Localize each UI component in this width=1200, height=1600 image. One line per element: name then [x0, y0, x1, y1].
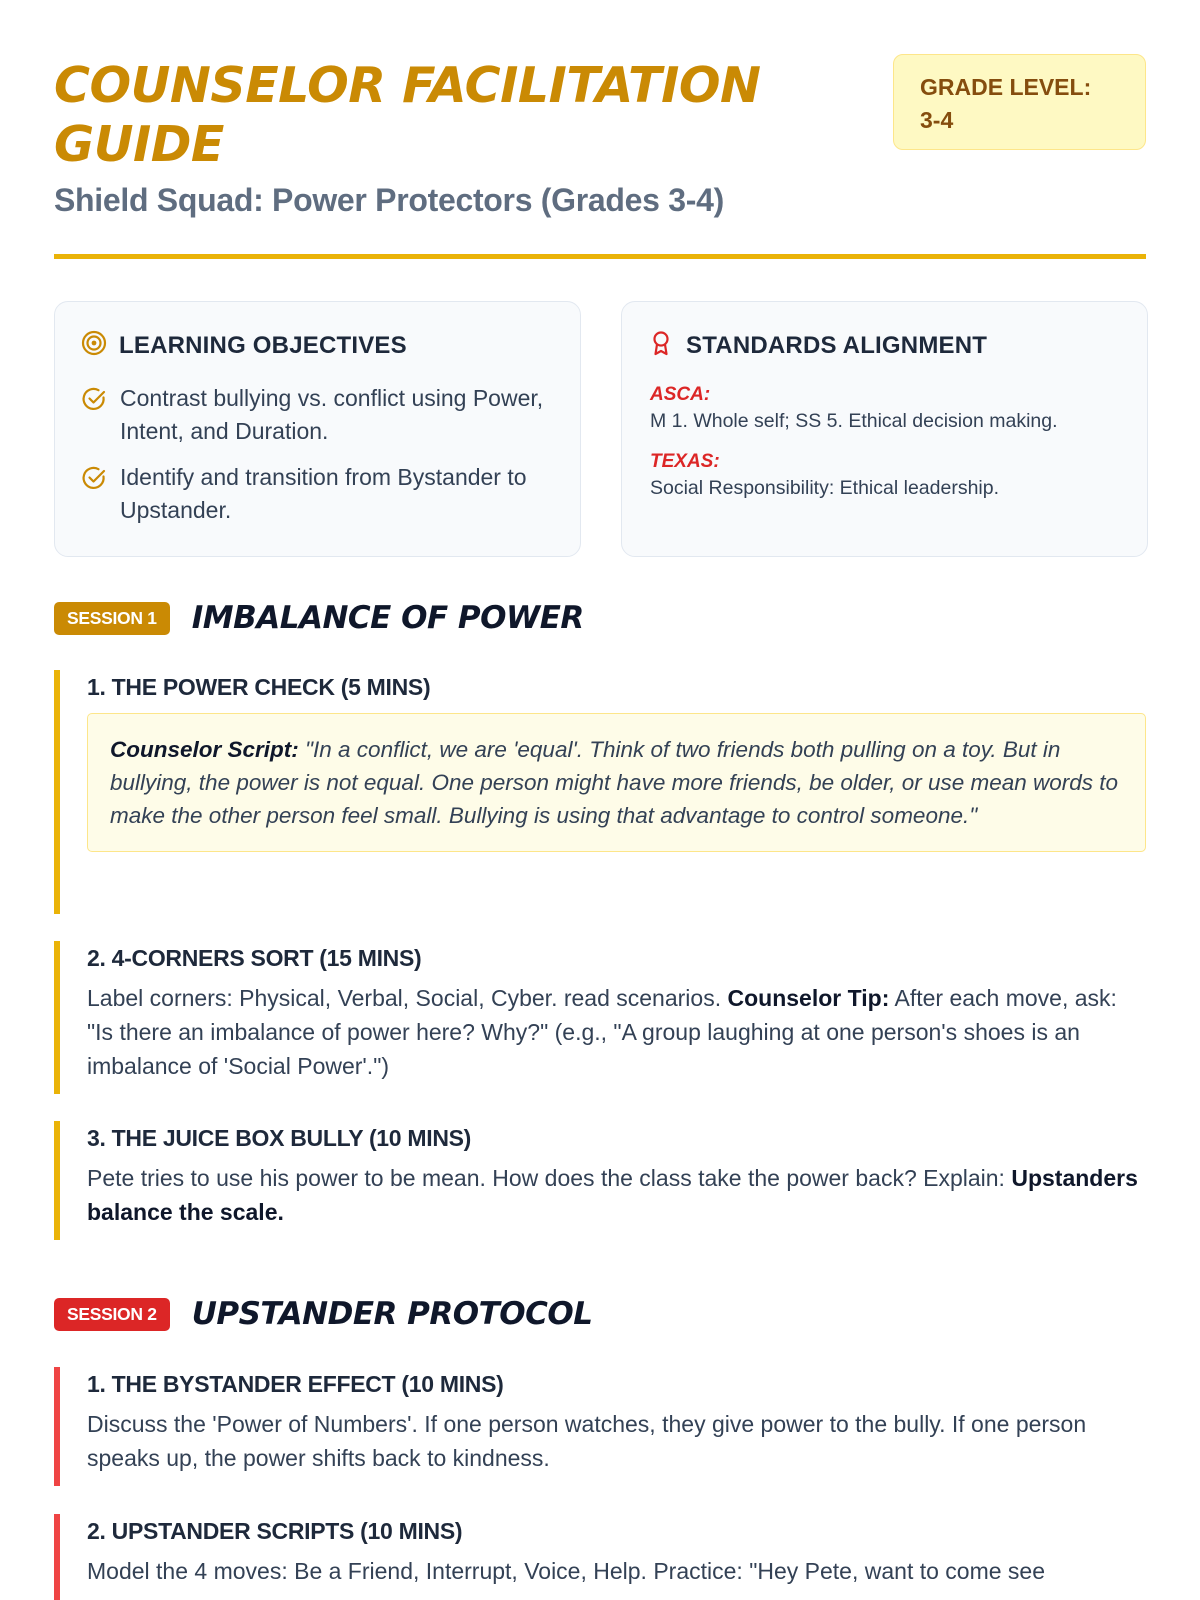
activity-text: Label corners: Physical, Verbal, Social, Cyber. read scenarios.	[87, 985, 728, 1011]
activity-accent-bar	[54, 1514, 60, 1600]
objectives-list	[81, 382, 556, 540]
activity-power-check	[54, 670, 1146, 914]
activity-4-corners-sort	[54, 941, 1146, 1094]
activity-title: 1. THE POWER CHECK (5 MINS)	[87, 674, 431, 700]
learning-objectives-header	[81, 330, 407, 361]
activity-title: 2. 4-CORNERS SORT (15 MINS)	[87, 945, 422, 971]
grade-level-label: GRADE LEVEL:	[920, 74, 1092, 100]
activity-accent-bar	[54, 670, 60, 914]
standard-texas	[650, 449, 1130, 501]
objective-text: Contrast bullying vs. conflict using Power, Intent, and Duration.	[120, 385, 544, 444]
objective-text: Identify and transition from Bystander to Upstander.	[120, 464, 527, 523]
activity-juice-box-bully	[54, 1121, 1146, 1240]
page-title: COUNSELOR FACILITATION GUIDE	[54, 57, 761, 173]
session-2-title: UPSTANDER PROTOCOL	[191, 1296, 593, 1332]
standards-alignment-header	[648, 330, 987, 361]
activity-accent-bar	[54, 941, 60, 1094]
list-item	[81, 461, 556, 527]
standard-label: TEXAS:	[650, 451, 720, 472]
activity-accent-bar	[54, 1367, 60, 1486]
session-1-title: IMBALANCE OF POWER	[191, 600, 584, 636]
standard-asca	[650, 382, 1130, 434]
activity-body: Model the 4 moves: Be a Friend, Interrupt, Voice, Help. Practice: "Hey Pete, want to come see	[87, 1558, 1046, 1584]
activity-body: Discuss the 'Power of Numbers'. If one person watches, they give power to the bully. If one person speaks up, the power shifts back to kindness.	[87, 1411, 1087, 1471]
session-2-header	[54, 1296, 592, 1332]
activity-title: 2. UPSTANDER SCRIPTS (10 MINS)	[87, 1518, 463, 1544]
standard-text: M 1. Whole self; SS 5. Ethical decision making.	[650, 410, 1058, 432]
session-2-badge: SESSION 2	[54, 1298, 170, 1331]
activity-title: 1. THE BYSTANDER EFFECT (10 MINS)	[87, 1371, 504, 1397]
script-label: Counselor Script:	[110, 737, 299, 762]
header-divider	[54, 254, 1146, 259]
script-text: "In a conflict, we are 'equal'. Think of two friends both pulling on a toy. But in bullying, the power is not equal. One person might have more friends, be older, or use mean words to make the other person feel small. Bullying is using that advantage to control someone."	[110, 737, 1119, 828]
learning-objectives-title: LEARNING OBJECTIVES	[119, 331, 407, 359]
session-1-badge: SESSION 1	[54, 602, 170, 635]
counselor-script-box	[87, 713, 1146, 852]
standards-alignment-card	[621, 301, 1148, 557]
standard-label: ASCA:	[650, 384, 711, 405]
check-circle-icon	[81, 465, 108, 527]
activity-accent-bar	[54, 1121, 60, 1240]
grade-level-badge	[893, 54, 1146, 150]
list-item	[81, 382, 556, 448]
check-circle-icon	[81, 386, 108, 448]
activity-body	[87, 981, 1146, 1083]
activity-emphasis: Upstanders balance the scale.	[87, 1165, 1138, 1225]
session-1-header	[54, 600, 584, 636]
standards-alignment-title: STANDARDS ALIGNMENT	[686, 331, 988, 359]
activity-body	[87, 1161, 1146, 1229]
activity-text: After each move, ask: "Is there an imbalance of power here? Why?" (e.g., "A group laughing at one person's shoes is an imbalance of 'Social Power'.")	[87, 985, 1117, 1079]
tip-label: Counselor Tip:	[727, 985, 890, 1011]
award-icon	[648, 330, 674, 361]
activity-title: 3. THE JUICE BOX BULLY (10 MINS)	[87, 1125, 472, 1151]
standard-text: Social Responsibility: Ethical leadership.	[650, 477, 1000, 499]
activity-bystander-effect	[54, 1367, 1146, 1486]
target-icon	[81, 330, 107, 361]
activity-text: Pete tries to use his power to be mean. How does the class take the power back? Explain:	[87, 1165, 1012, 1191]
page-subtitle: Shield Squad: Power Protectors (Grades 3-4)	[54, 182, 724, 218]
grade-level-value: 3-4	[920, 107, 954, 133]
activity-upstander-scripts	[54, 1514, 1146, 1600]
learning-objectives-card	[54, 301, 581, 557]
